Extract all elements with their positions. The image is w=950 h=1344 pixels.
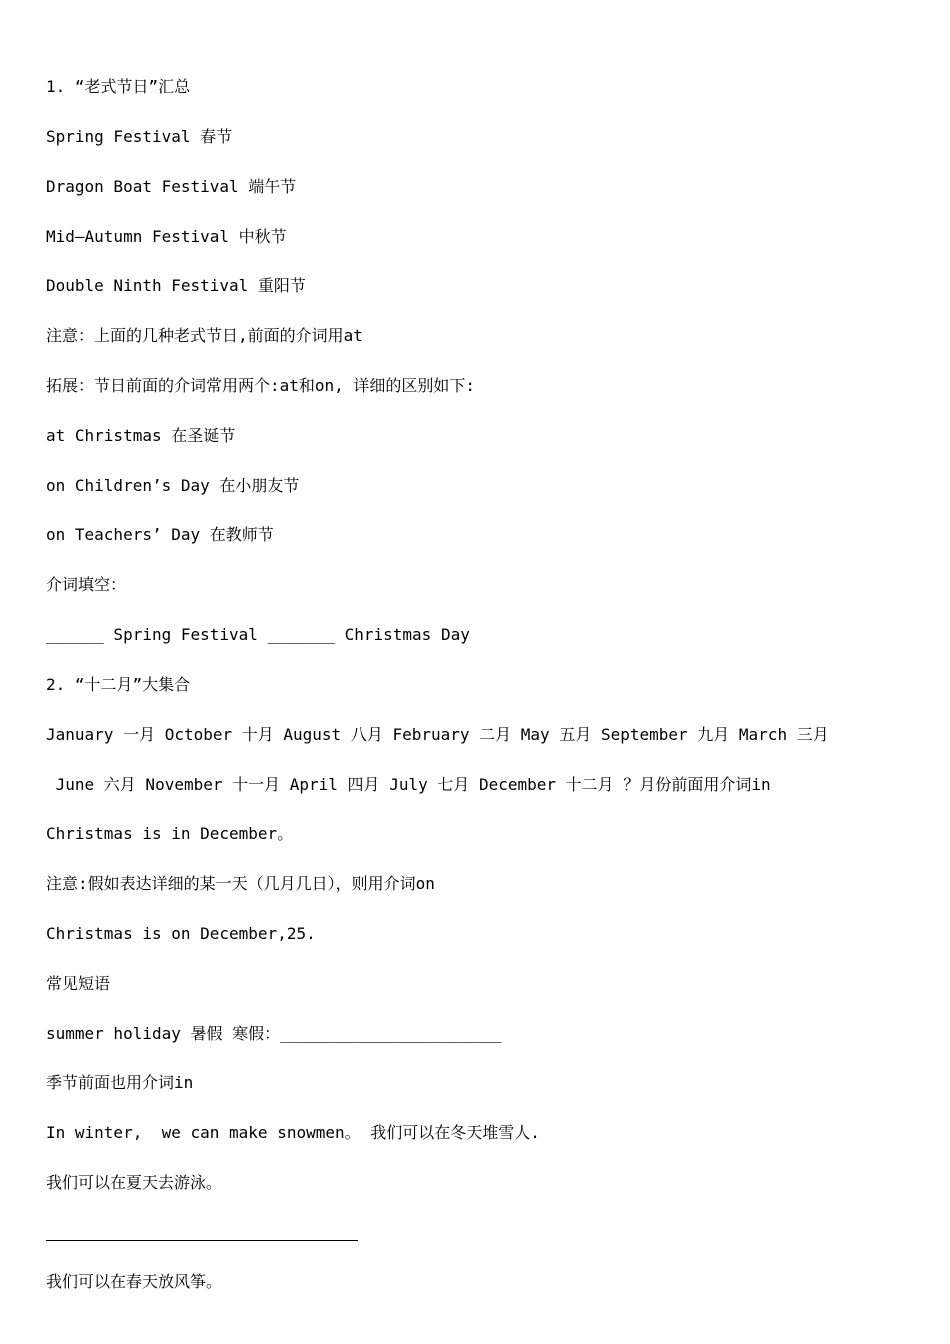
answer-blank-rule xyxy=(46,1240,358,1241)
seasons-note: 季节前面也用介词in xyxy=(46,1073,194,1092)
translation-prompt: 我们可以在春天放风筝。 xyxy=(46,1272,223,1291)
months-line: June 六月 November 十一月 April 四月 July 七月 December 十二月 ？月份前面用介词in xyxy=(46,775,771,794)
exercise-blank-line: ______ Spring Festival _______ Christmas Day xyxy=(46,625,470,644)
example-sentence: Christmas is on December,25. xyxy=(46,924,316,943)
text-line: on Teachers’ Day 在教师节 xyxy=(46,525,274,544)
heading-traditional-festivals: 1. “老式节日”汇总 xyxy=(46,77,191,96)
text-line: Double Ninth Festival 重阳节 xyxy=(46,276,306,295)
example-sentence: In winter, we can make snowmen。 我们可以在冬天堆雪人. xyxy=(46,1123,540,1142)
text-line: on Children’s Day 在小朋友节 xyxy=(46,476,300,495)
text-line: Mid—Autumn Festival 中秋节 xyxy=(46,227,287,246)
phrase-blank-line: summer holiday 暑假 寒假：_______________________ xyxy=(46,1024,502,1043)
months-line: January 一月 October 十月 August 八月 February 二月 May 五月 September 九月 March 三月 xyxy=(46,725,829,744)
heading-months: 2. “十二月”大集合 xyxy=(46,675,191,694)
exercise-heading: 介词填空： xyxy=(46,575,127,594)
text-line: Spring Festival 春节 xyxy=(46,127,233,146)
text-line: at Christmas 在圣诞节 xyxy=(46,426,236,445)
phrases-heading: 常见短语 xyxy=(46,974,111,993)
translation-prompt: 我们可以在夏天去游泳。 xyxy=(46,1173,223,1192)
note-line: 注意：上面的几种老式节日,前面的介词用at xyxy=(46,326,363,345)
example-sentence: Christmas is in December。 xyxy=(46,824,294,843)
note-line: 注意:假如表达详细的某一天（几月几日），则用介词on xyxy=(46,874,435,893)
extension-line: 拓展：节日前面的介词常用两个:at和on, 详细的区别如下: xyxy=(46,376,476,395)
text-line: Dragon Boat Festival 端午节 xyxy=(46,177,297,196)
